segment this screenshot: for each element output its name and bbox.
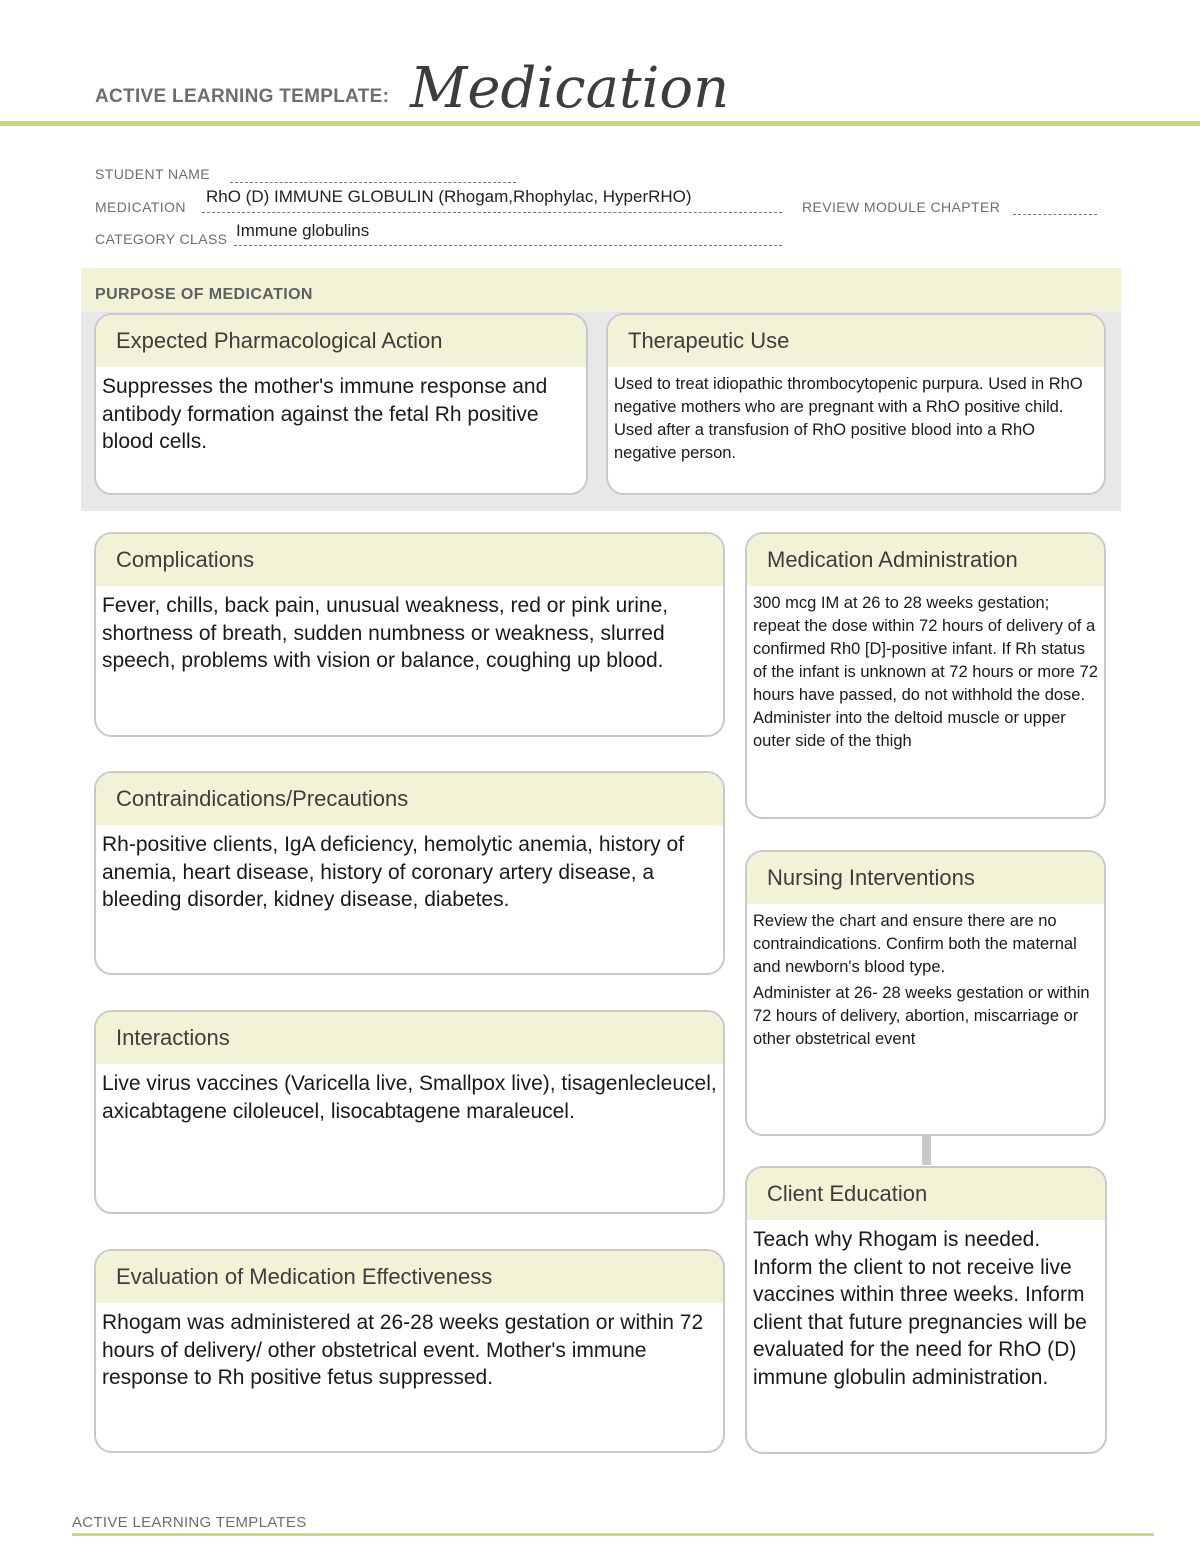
education-box bbox=[745, 1166, 1107, 1454]
interactions-box bbox=[94, 1010, 725, 1214]
page-title: Medication bbox=[410, 56, 730, 121]
interactions-text: Live virus vaccines (Varicella live, Smallpox live), tisagenlecleucel, axicabtagene ciloleucel, lisocabtagene maraleucel. bbox=[102, 1072, 717, 1123]
student-name-field[interactable] bbox=[230, 164, 516, 183]
education-heading: Client Education bbox=[747, 1168, 1105, 1220]
administration-box bbox=[745, 532, 1106, 819]
expected-action-box bbox=[94, 313, 588, 495]
expected-action-heading: Expected Pharmacological Action bbox=[96, 315, 586, 367]
nursing-text-2: Administer at 26- 28 weeks gestation or within 72 hours of delivery, abortion, miscarriage or other obstetrical event bbox=[753, 984, 1090, 1048]
footer-label: ACTIVE LEARNING TEMPLATES bbox=[72, 1514, 307, 1531]
category-class-field[interactable] bbox=[234, 221, 782, 246]
evaluation-heading: Evaluation of Medication Effectiveness bbox=[96, 1251, 723, 1303]
therapeutic-use-box bbox=[606, 313, 1106, 495]
expected-action-text: Suppresses the mother's immune response and antibody formation against the fetal Rh positive blood cells. bbox=[102, 375, 548, 453]
footer-rule bbox=[72, 1533, 1154, 1536]
contraindications-heading: Contraindications/Precautions bbox=[96, 773, 723, 825]
purpose-title: PURPOSE OF MEDICATION bbox=[95, 286, 313, 303]
category-class-label: CATEGORY CLASS bbox=[95, 231, 228, 247]
complications-text: Fever, chills, back pain, unusual weakness, red or pink urine, shortness of breath, sudden numbness or weakness, slurred speech, problems with vision or balance, coughing up blood. bbox=[102, 594, 669, 672]
therapeutic-use-heading: Therapeutic Use bbox=[608, 315, 1104, 367]
student-name-label: STUDENT NAME bbox=[95, 166, 210, 182]
nursing-heading: Nursing Interventions bbox=[747, 852, 1104, 904]
medication-value: RhO (D) IMMUNE GLOBULIN (Rhogam,Rhophylac, HyperRHO) bbox=[206, 187, 692, 206]
complications-heading: Complications bbox=[96, 534, 723, 586]
contraindications-text: Rh-positive clients, IgA deficiency, hemolytic anemia, history of anemia, heart disease, history of coronary artery disease, a bleeding disorder, kidney disease, diabetes. bbox=[102, 833, 685, 911]
medication-label: MEDICATION bbox=[95, 199, 186, 215]
administration-heading: Medication Administration bbox=[747, 534, 1104, 586]
header-rule bbox=[0, 121, 1200, 126]
complications-box bbox=[94, 532, 725, 737]
nursing-text-1: Review the chart and ensure there are no contraindications. Confirm both the maternal and newborn's blood type. bbox=[753, 912, 1077, 976]
evaluation-box bbox=[94, 1249, 725, 1453]
template-label: ACTIVE LEARNING TEMPLATE: bbox=[95, 86, 390, 107]
therapeutic-use-text: Used to treat idiopathic thrombocytopenic purpura. Used in RhO negative mothers who are pregnant with a RhO positive child. Used after a transfusion of RhO positive blood into a RhO negative person. bbox=[614, 375, 1083, 462]
education-text: Teach why Rhogam is needed. Inform the client to not receive live vaccines within three weeks. Inform client that future pregnancies will be evaluated for the need for RhO (D) immune globulin administration. bbox=[753, 1228, 1087, 1389]
contraindications-box bbox=[94, 771, 725, 975]
category-class-value: Immune globulins bbox=[236, 221, 370, 240]
interactions-heading: Interactions bbox=[96, 1012, 723, 1064]
medication-field[interactable] bbox=[202, 187, 782, 213]
connector-bar bbox=[922, 1135, 931, 1165]
administration-text: 300 mcg IM at 26 to 28 weeks gestation; repeat the dose within 72 hours of delivery of a confirmed Rh0 [D]-positive infant. If Rh status of the infant is unknown at 72 hours or more 72 hours have passed, do not withhold the dose. Administer into the deltoid muscle or upper outer side of the thigh bbox=[753, 594, 1098, 750]
evaluation-text: Rhogam was administered at 26-28 weeks gestation or within 72 hours of delivery/ other obstetrical event. Mother's immune response to Rh positive fetus suppressed. bbox=[102, 1311, 704, 1389]
review-module-field[interactable] bbox=[1013, 196, 1097, 215]
nursing-box bbox=[745, 850, 1106, 1136]
review-module-label: REVIEW MODULE CHAPTER bbox=[802, 199, 1001, 215]
